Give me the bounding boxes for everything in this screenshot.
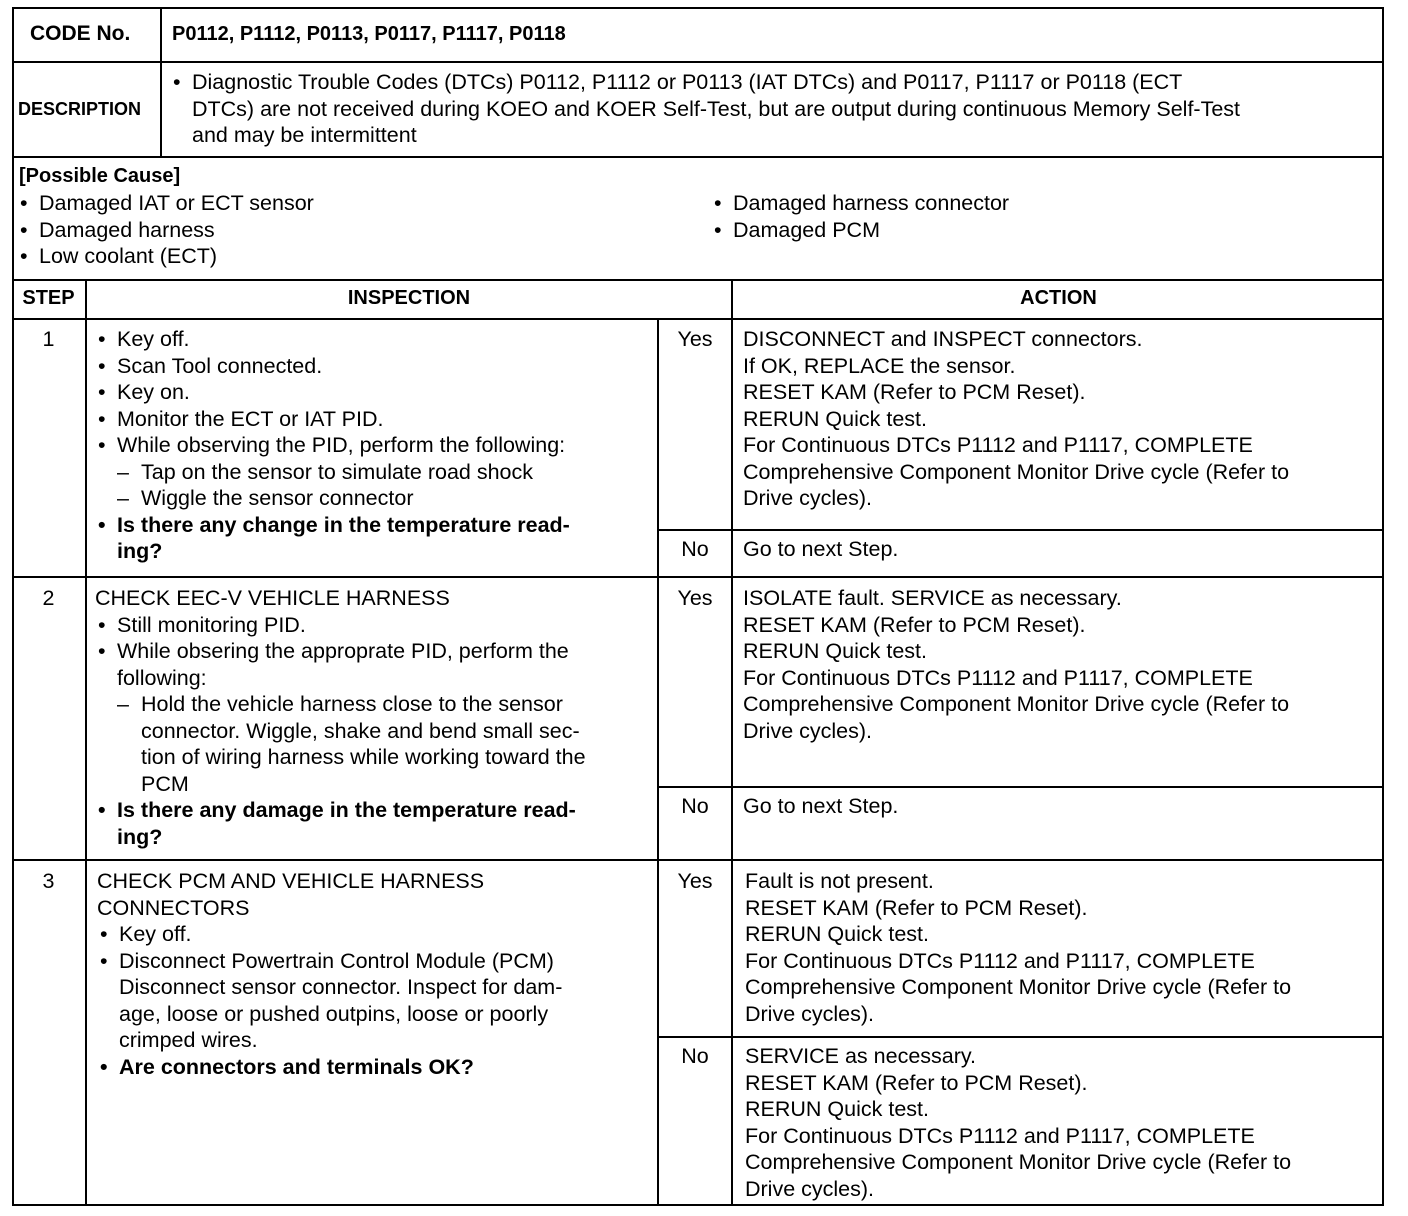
action-line: Comprehensive Component Monitor Drive cycle (Refer to xyxy=(743,692,1290,716)
no-action xyxy=(743,536,898,563)
inspection-bullet: • Disconnect Powertrain Control Module (PCM) xyxy=(97,948,562,975)
rule xyxy=(12,318,1384,320)
action-line: Comprehensive Component Monitor Drive cycle (Refer to xyxy=(745,1150,1292,1174)
action-line: RERUN Quick test. xyxy=(745,922,929,946)
inspection-title: CHECK EEC-V VEHICLE HARNESS xyxy=(95,586,450,610)
description-label: DESCRIPTION xyxy=(18,99,142,119)
rule xyxy=(657,786,1384,788)
cause-item: • Damaged PCM xyxy=(711,217,1009,244)
yes-label: Yes xyxy=(677,869,713,893)
step-number: 3 xyxy=(42,869,55,893)
action-line: RERUN Quick test. xyxy=(743,639,927,663)
inspection-bullet: • While obsering the approprate PID, perform the xyxy=(95,638,586,665)
action-line: Fault is not present. xyxy=(745,869,934,893)
action-line: ISOLATE fault. SERVICE as necessary. xyxy=(743,586,1122,610)
action-line: RERUN Quick test. xyxy=(743,406,927,431)
action-line: RESET KAM (Refer to PCM Reset). xyxy=(745,895,1088,920)
action-line: DISCONNECT and INSPECT connectors. xyxy=(743,327,1143,351)
action-line: For Continuous DTCs P1112 and P1117, COMPLETE xyxy=(743,665,1253,690)
no-action xyxy=(743,793,898,820)
step-number: 2 xyxy=(42,586,55,610)
action-line: If OK, REPLACE the sensor. xyxy=(743,353,1016,378)
rule xyxy=(12,61,1384,63)
rule xyxy=(731,280,733,1206)
yes-action xyxy=(743,585,1289,744)
header-action: ACTION xyxy=(1020,287,1097,309)
step-inspection xyxy=(95,326,570,565)
possible-cause-right xyxy=(711,190,1009,243)
inspection-bullet: • Key on. xyxy=(95,379,570,406)
action-line: Comprehensive Component Monitor Drive cycle (Refer to xyxy=(745,975,1292,999)
inspection-dash: – Wiggle the sensor connector xyxy=(95,485,570,512)
yes-action xyxy=(745,868,1291,1027)
inspection-dash: – Hold the vehicle harness close to the sensor xyxy=(95,691,586,718)
action-line: Comprehensive Component Monitor Drive cycle (Refer to xyxy=(743,459,1290,484)
inspection-title: CONNECTORS xyxy=(97,895,250,920)
rule xyxy=(12,156,1384,158)
inspection-bullet-cont: age, loose or pushed outpins, loose or poorly xyxy=(119,1001,549,1026)
no-label: No xyxy=(681,794,709,818)
inspection-bullet-cont: following: xyxy=(117,665,207,690)
action-line: Drive cycles). xyxy=(745,1176,875,1201)
rule xyxy=(160,7,162,157)
code-value: P0112, P1112, P0113, P0117, P1117, P0118 xyxy=(172,23,566,45)
inspection-bullet: • Scan Tool connected. xyxy=(95,353,570,380)
inspection-bullet-cont: crimped wires. xyxy=(119,1028,258,1052)
action-line: Drive cycles). xyxy=(743,718,873,743)
rule xyxy=(85,280,87,1206)
yes-label: Yes xyxy=(677,327,713,351)
rule xyxy=(657,1036,1384,1038)
inspection-question: • Is there any change in the temperature read- xyxy=(95,512,570,539)
action-line: RESET KAM (Refer to PCM Reset). xyxy=(745,1070,1088,1095)
inspection-question: • Is there any damage in the temperature read- xyxy=(95,797,586,824)
header-step: STEP xyxy=(22,287,75,309)
action-line: For Continuous DTCs P1112 and P1117, COMPLETE xyxy=(743,433,1253,457)
inspection-dash-cont: connector. Wiggle, shake and bend small sec- xyxy=(141,718,580,743)
inspection-title: CHECK PCM AND VEHICLE HARNESS xyxy=(97,869,485,893)
rule xyxy=(12,576,1384,578)
possible-cause-title: [Possible Cause] xyxy=(19,165,181,187)
rule xyxy=(657,529,1384,531)
action-line: Drive cycles). xyxy=(743,486,873,510)
action-line: RESET KAM (Refer to PCM Reset). xyxy=(743,380,1086,404)
description-line: • Diagnostic Trouble Codes (DTCs) P0112, P1112 or P0113 (IAT DTCs) and P0117, P1117 or P0118 (ECT xyxy=(170,69,1240,96)
inspection-bullet: • Key off. xyxy=(97,921,562,948)
cause-item: • Damaged IAT or ECT sensor xyxy=(17,190,314,217)
action-line: RESET KAM (Refer to PCM Reset). xyxy=(743,612,1086,637)
code-label: CODE No. xyxy=(30,22,131,45)
description-text xyxy=(170,69,1240,149)
inspection-bullet: • Key off. xyxy=(95,326,570,353)
action-line: RERUN Quick test. xyxy=(745,1097,929,1121)
inspection-question: ing? xyxy=(117,824,163,849)
inspection-dash: – Tap on the sensor to simulate road shock xyxy=(95,459,570,486)
no-label: No xyxy=(681,1044,709,1068)
inspection-question: ing? xyxy=(117,539,163,563)
yes-label: Yes xyxy=(677,586,713,610)
inspection-dash-cont: PCM xyxy=(141,771,189,796)
action-line: Go to next Step. xyxy=(743,794,899,818)
rule xyxy=(12,859,1384,861)
inspection-dash-cont: tion of wiring harness while working toward the xyxy=(141,745,586,769)
description-line: and may be intermittent xyxy=(192,123,417,147)
step-number: 1 xyxy=(42,327,55,351)
inspection-bullet: • Monitor the ECT or IAT PID. xyxy=(95,406,570,433)
inspection-bullet: • Still monitoring PID. xyxy=(95,612,586,639)
header-inspection: INSPECTION xyxy=(347,287,471,309)
inspection-question: • Are connectors and terminals OK? xyxy=(97,1054,562,1081)
cause-item: • Low coolant (ECT) xyxy=(17,243,314,270)
no-label: No xyxy=(681,537,709,561)
yes-action xyxy=(743,326,1289,512)
cause-item: • Damaged harness connector xyxy=(711,190,1009,217)
description-line: DTCs) are not received during KOEO and KOER Self-Test, but are output during continuous Memory Self-Test xyxy=(192,96,1241,121)
step-inspection xyxy=(95,585,586,850)
action-line: Go to next Step. xyxy=(743,537,899,561)
inspection-bullet-cont: Disconnect sensor connector. Inspect for dam- xyxy=(119,975,563,999)
action-line: Drive cycles). xyxy=(745,1001,875,1026)
no-action xyxy=(745,1043,1291,1202)
rule xyxy=(657,319,659,1206)
possible-cause-left xyxy=(17,190,314,270)
inspection-bullet: • While observing the PID, perform the following: xyxy=(95,432,570,459)
action-line: For Continuous DTCs P1112 and P1117, COMPLETE xyxy=(745,1123,1255,1148)
cause-item: • Damaged harness xyxy=(17,217,314,244)
action-line: For Continuous DTCs P1112 and P1117, COMPLETE xyxy=(745,948,1255,973)
rule xyxy=(12,279,1384,281)
action-line: SERVICE as necessary. xyxy=(745,1044,977,1068)
step-inspection xyxy=(97,868,562,1080)
